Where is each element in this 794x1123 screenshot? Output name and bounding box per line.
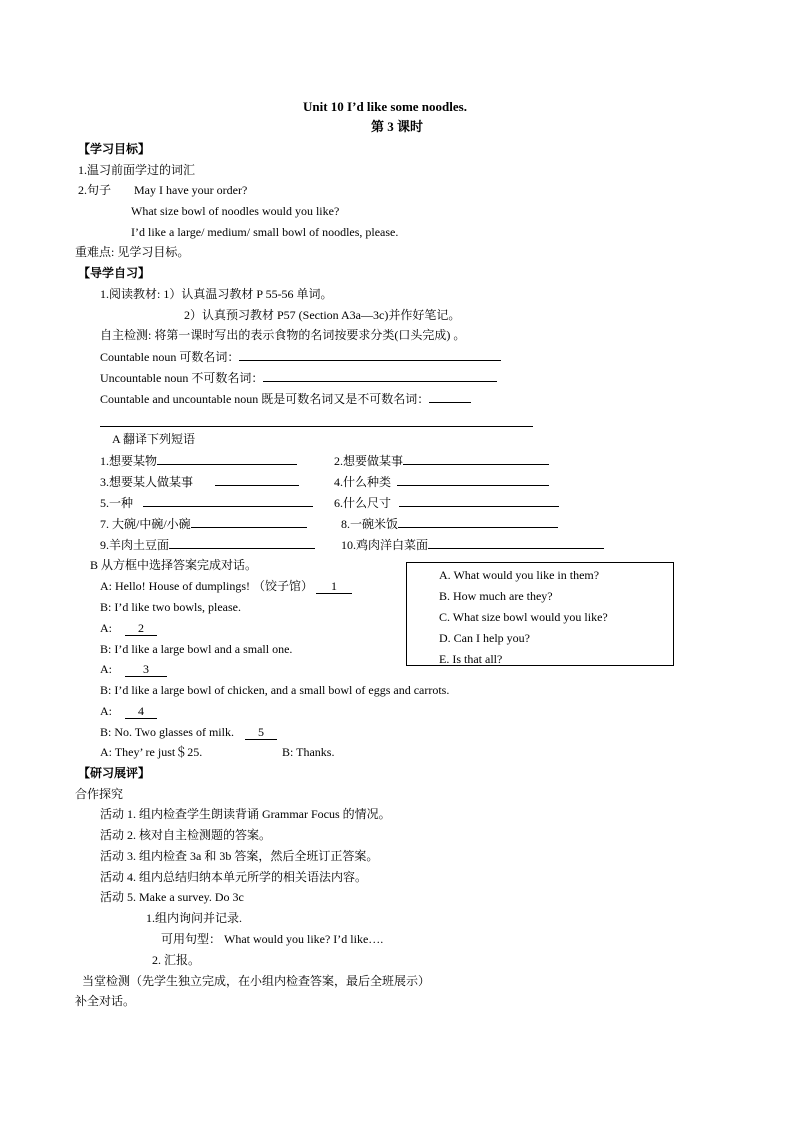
dialog-a4-label: A: [100,704,112,718]
phrase-5 [100,494,313,511]
goal-sentences-label: 2.句子 [78,183,112,197]
both-noun-blank-line-2[interactable] [100,426,533,427]
phrase-3 [100,473,299,490]
part-a-heading: A 翻译下列短语 [112,432,196,446]
section-goals-heading: 【学习目标】 [78,142,151,156]
phrase-2-blank[interactable] [403,452,549,465]
option-e: E. Is that all? [439,652,503,666]
activity-4: 活动 4. 组内总结归纳本单元所学的相关语法内容。 [100,870,368,884]
dialog-line-a2 [100,620,157,636]
dialog-a3-label: A: [100,662,112,676]
survey-step-2: 2. 汇报。 [152,953,201,967]
section-research-heading: 【研习展评】 [78,766,151,780]
both-noun-row [100,390,471,407]
phrase-3-blank[interactable] [215,473,299,486]
phrase-7-blank[interactable] [191,515,307,528]
phrase-7 [100,515,307,532]
goal-sentence-3: I’d like a large/ medium/ small bowl of noodles, please. [131,225,399,239]
reading-task-2: 2）认真预习教材 P57 (Section A3a—3c)并作好笔记。 [184,308,461,322]
phrase-8 [341,515,558,532]
self-check-instruction: 自主检测: 将第一课时写出的表示食物的名词按要求分类(口头完成) 。 [100,328,466,342]
dialog-line-a1 [100,578,352,594]
sentence-pattern: 可用句型： What would you like? I’d like…. [161,932,384,946]
dialog-b4-text: B: No. Two glasses of milk. [100,725,234,739]
goal-sentence-2: What size bowl of noodles would you like? [131,204,340,218]
phrase-9-blank[interactable] [169,536,315,549]
phrase-2-label: 2.想要做某事 [334,454,404,468]
both-noun-label: Countable and uncountable noun 既是可数名词又是不可数名词： [100,392,430,406]
complete-dialog: 补全对话。 [75,994,136,1008]
unit-title: Unit 10 I’d like some noodles. [303,99,467,114]
dialog-a5-text: A: They’ re just＄25. [100,745,203,759]
answer-options-box [406,562,674,666]
phrase-4-label: 4.什么种类 [334,475,392,489]
dialog-blank-1[interactable]: 1 [316,579,352,594]
dialog-blank-3[interactable]: 3 [125,662,167,677]
uncountable-noun-label: Uncountable noun 不可数名词： [100,371,264,385]
dialog-b3-text: B: I’d like a large bowl of chicken, and a small bowl of eggs and carrots. [100,683,450,697]
dialog-blank-4[interactable]: 4 [125,704,157,719]
activity-5: 活动 5. Make a survey. Do 3c [100,890,244,904]
phrase-8-blank[interactable] [398,515,558,528]
phrase-1-blank[interactable] [157,452,297,465]
dialog-a2-label: A: [100,621,112,635]
countable-noun-label: Countable noun 可数名词： [100,350,240,364]
countable-noun-row [100,348,501,365]
dialog-b2-text: B: I’d like a large bowl and a small one. [100,642,293,656]
dialog-blank-2[interactable]: 2 [125,621,157,636]
phrase-6 [334,494,559,511]
in-class-check: 当堂检测（先学生独立完成，在小组内检查答案，最后全班展示） [82,974,431,988]
countable-noun-blank[interactable] [239,348,501,361]
dialog-b1-text: B: I’d like two bowls, please. [100,600,241,614]
phrase-5-blank[interactable] [143,494,313,507]
phrase-8-label: 8.一碗米饭 [341,517,399,531]
phrase-4-blank[interactable] [397,473,549,486]
survey-step-1: 1.组内询问并记录. [146,911,243,925]
reading-task-1: 1.阅读教材: 1）认真温习教材 P 55-56 单词。 [100,287,333,301]
phrase-1 [100,452,297,469]
phrase-10-label: 10.鸡肉洋白菜面 [341,538,429,552]
uncountable-noun-blank[interactable] [263,369,497,382]
goal-sentence-1: May I have your order? [134,183,248,197]
phrase-1-label: 1.想要某物 [100,454,158,468]
phrase-2 [334,452,549,469]
activity-2: 活动 2. 核对自主检测题的答案。 [100,828,272,842]
phrase-5-label: 5.一种 [100,496,134,510]
part-b-heading: B 从方框中选择答案完成对话。 [90,558,258,572]
phrase-6-label: 6.什么尺寸 [334,496,392,510]
dialog-line-b4 [100,724,277,740]
phrase-10 [341,536,604,553]
option-c: C. What size bowl would you like? [439,610,608,624]
lesson-number: 第 3 课时 [371,119,424,134]
dialog-b5-text: B: Thanks. [282,745,335,759]
dialog-a1-text: A: Hello! House of dumplings! （饺子馆） [100,579,313,593]
key-points: 重难点: 见学习目标。 [75,245,190,259]
uncountable-noun-row [100,369,497,386]
phrase-9 [100,536,315,553]
activity-3: 活动 3. 组内检查 3a 和 3b 答案，然后全班订正答案。 [100,849,379,863]
goal-vocabulary: 1.温习前面学过的词汇 [78,163,196,177]
activity-1: 活动 1. 组内检查学生朗读背诵 Grammar Focus 的情况。 [100,807,391,821]
option-b: B. How much are they? [439,589,553,603]
option-d: D. Can I help you? [439,631,530,645]
option-a: A. What would you like in them? [439,568,600,582]
cooperative-inquiry: 合作探究 [75,787,124,801]
phrase-3-label: 3.想要某人做某事 [100,475,194,489]
phrase-7-label: 7. 大碗/中碗/小碗 [100,517,191,531]
dialog-line-a4 [100,703,157,719]
dialog-line-a3 [100,661,167,677]
both-noun-blank[interactable] [429,390,471,403]
dialog-blank-5[interactable]: 5 [245,725,277,740]
phrase-6-blank[interactable] [399,494,559,507]
phrase-10-blank[interactable] [428,536,604,549]
phrase-9-label: 9.羊肉土豆面 [100,538,170,552]
section-guide-heading: 【导学自习】 [78,266,151,280]
phrase-4 [334,473,549,490]
